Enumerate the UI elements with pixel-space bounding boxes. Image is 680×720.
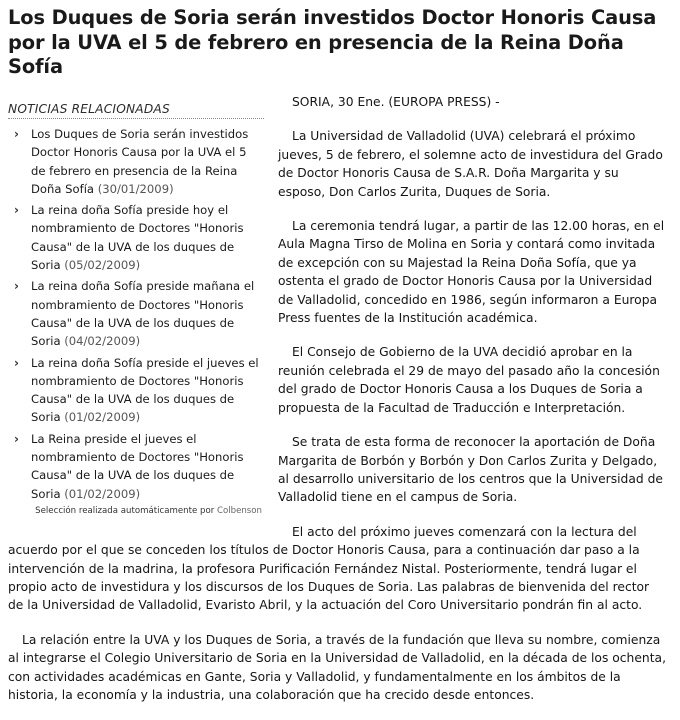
related-news-link[interactable]: Los Duques de Soria serán investidos Doctor Honoris Causa por la UVA el 5 de febrero en presencia de la Reina Doña Sofía <box>31 127 249 196</box>
related-news-item[interactable] <box>8 430 264 503</box>
article-paragraph: El Consejo de Gobierno de la UVA decidió aprobar en la reunión celebrada el 29 de mayo del pasado año la concesión del grado de Doctor Honoris Causa a los Duques de Soria a propuesta de la Facultad de Traducción e Interpretación. <box>278 345 660 415</box>
chevron-right-icon: › <box>14 355 19 370</box>
chevron-right-icon: › <box>14 279 19 294</box>
related-news-list <box>8 125 264 503</box>
related-news-item[interactable] <box>8 277 264 350</box>
article-paragraph: La Universidad de Valladolid (UVA) celebrará el próximo jueves, 5 de febrero, el solemne acto de investidura del Grado de Doctor Honoris Causa de S.A.R. Doña Margarita y su esposo, Don Carlos Zurita, Duques de Soria. <box>278 129 663 199</box>
related-news-item[interactable] <box>8 125 264 198</box>
article-paragraph: La relación entre la UVA y los Duques de Soria, a través de la fundación que lleva su nombre, comienza al integrarse el Colegio Universitario de Soria en la Universidad de Valladolid, en la década de los ochenta, con actividades académicas en Gante, Soria y Valladolid, y fundamentalmente en los ámbitos de la historia, la economía y la industria, una colaboración que ha crecido desde entonces. <box>8 632 666 702</box>
related-news-sidebar <box>8 102 264 516</box>
related-news-link[interactable]: La Reina preside el jueves el nombramiento de Doctores "Honoris Causa" de la UVA de los duques de Soria <box>31 431 244 501</box>
related-news-link[interactable]: La reina doña Sofía preside mañana el nombramiento de Doctores "Honoris Causa" de la UVA de los duques de Soria <box>31 279 255 349</box>
related-news-date: (30/01/2009) <box>97 181 174 196</box>
related-news-date: (04/02/2009) <box>64 334 141 349</box>
related-news-date: (05/02/2009) <box>64 258 141 273</box>
chevron-right-icon: › <box>14 431 19 446</box>
recommendation-credit-text: Selección realizada automáticamente por <box>35 505 215 516</box>
related-news-date: (01/02/2009) <box>64 486 141 501</box>
related-news-heading: NOTICIAS RELACIONADAS <box>8 102 264 119</box>
recommendation-credit <box>8 506 264 516</box>
related-news-item[interactable] <box>8 354 264 427</box>
related-news-item[interactable] <box>8 201 264 274</box>
chevron-right-icon: › <box>14 203 19 218</box>
related-news-date: (01/02/2009) <box>64 410 141 425</box>
article-paragraph: La ceremonia tendrá lugar, a partir de las 12.00 horas, en el Aula Magna Tirso de Molina en Soria y contará como invitada de excepción con su Majestad la Reina Doña Sofía, que ya ostenta el grado de Doctor Honoris Causa por la Universidad de Valladolid, concedido en 1986, según informaron a Europa Press fuentes de la Institución académica. <box>278 219 665 326</box>
related-news-link[interactable]: La reina doña Sofía preside el jueves el nombramiento de Doctores "Honoris Causa" de la UVA de los duques de Soria <box>31 355 259 425</box>
article-headline: Los Duques de Soria serán investidos Doctor Honoris Causa por la UVA el 5 de febrero en presencia de la Reina Doña Sofía <box>8 6 657 78</box>
chevron-right-icon: › <box>14 127 19 141</box>
article-paragraph: El acto del próximo jueves comenzará con la lectura del acuerdo por el que se conceden los títulos de Doctor Honoris Causa, para a continuación dar paso a la intervención de la madrina, la profesora Purificación Fernández Nistal. Posteriormente, tendrá lugar el propio acto de investidura y los discursos de los Duques de Soria. Las palabras de bienvenida del rector de la Universidad de Valladolid, Evaristo Abril, y la actuación del Coro Universitario pondrán fin al acto. <box>8 524 650 613</box>
article-dateline: SORIA, 30 Ene. (EUROPA PRESS) - <box>292 95 500 109</box>
related-news-link[interactable]: La reina doña Sofía preside hoy el nombramiento de Doctores "Honoris Causa" de la UVA de los duques de Soria <box>31 203 244 273</box>
colbenson-link[interactable]: Colbenson <box>216 505 262 516</box>
article-paragraph: Se trata de esta forma de reconocer la aportación de Doña Margarita de Borbón y Borbón y Don Carlos Zurita y Delgado, al desarrollo universitario de los centros que la Universidad de Valladolid tiene en el campus de Soria. <box>278 435 663 505</box>
